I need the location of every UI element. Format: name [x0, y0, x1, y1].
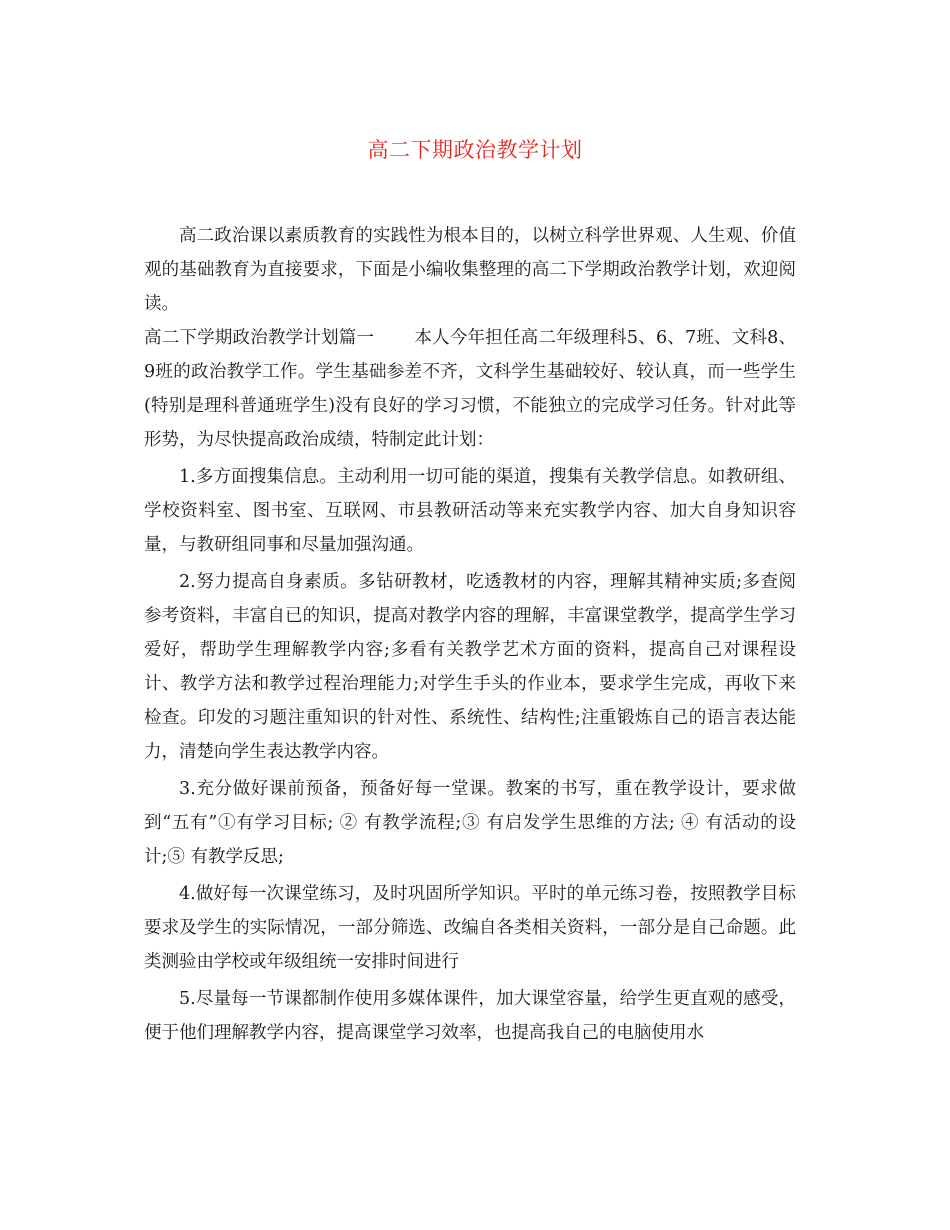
- section-paragraph: [144, 321, 796, 457]
- section-intro: 本人今年担任高二年级理科5、6、7班、文科8、9班的政治教学工作。学生基础参差不齐，文科学生基础较好、较认真，而一些学生(特别是理科普通班学生)没有良好的学习习惯，不能独立的完成学习任务。针对此等形势，为尽快提高政治成绩，特制定此计划：: [144, 328, 796, 450]
- section-heading: 高二下学期政治教学计划篇一: [144, 328, 375, 348]
- plan-item-2: 2.努力提高自身素质。多钻研教材，吃透教材的内容，理解其精神实质;多查阅参考资料，丰富自已的知识，提高对教学内容的理解，丰富课堂教学，提高学生学习爱好，帮助学生理解教学内容;多看有关教学艺术方面的资料，提高自己对课程设计、教学方法和教学过程治理能力;对学生手头的作业本，要求学生完成，再收下来检查。印发的习题注重知识的针对性、系统性、结构性;注重锻炼自己的语言表达能力，清楚向学生表达教学内容。: [144, 572, 796, 762]
- document-title: 高二下期政治教学计划: [367, 138, 583, 162]
- plan-item-1: 1.多方面搜集信息。主动利用一切可能的渠道，搜集有关教学信息。如教研组、学校资料室、图书室、互联网、市县教研活动等来充实教学内容、加大自身知识容量，与教研组同事和尽量加强沟通。: [144, 467, 796, 555]
- plan-item-3: 3.充分做好课前预备，预备好每一堂课。教案的书写，重在教学设计，要求做到“五有”①有学习目标; ② 有教学流程;③ 有启发学生思维的方法; ④ 有活动的设计;⑤ 有教学反思;: [144, 779, 796, 867]
- intro-paragraph: 高二政治课以素质教育的实践性为根本目的，以树立科学世界观、人生观、价值观的基础教育为直接要求，下面是小编收集整理的高二下学期政治教学计划，欢迎阅读。: [144, 226, 796, 314]
- plan-item-5: 5.尽量每一节课都制作使用多媒体课件，加大课堂容量，给学生更直观的感受，便于他们理解教学内容，提高课堂学习效率，也提高我自己的电脑使用水: [144, 989, 796, 1043]
- document-body: [144, 219, 796, 1050]
- plan-item-4: 4.做好每一次课堂练习，及时巩固所学知识。平时的单元练习卷，按照教学目标要求及学生的实际情况，一部分筛选、改编自各类相关资料，一部分是自己命题。此类测验由学校或年级组统一安排时间进行: [144, 884, 796, 972]
